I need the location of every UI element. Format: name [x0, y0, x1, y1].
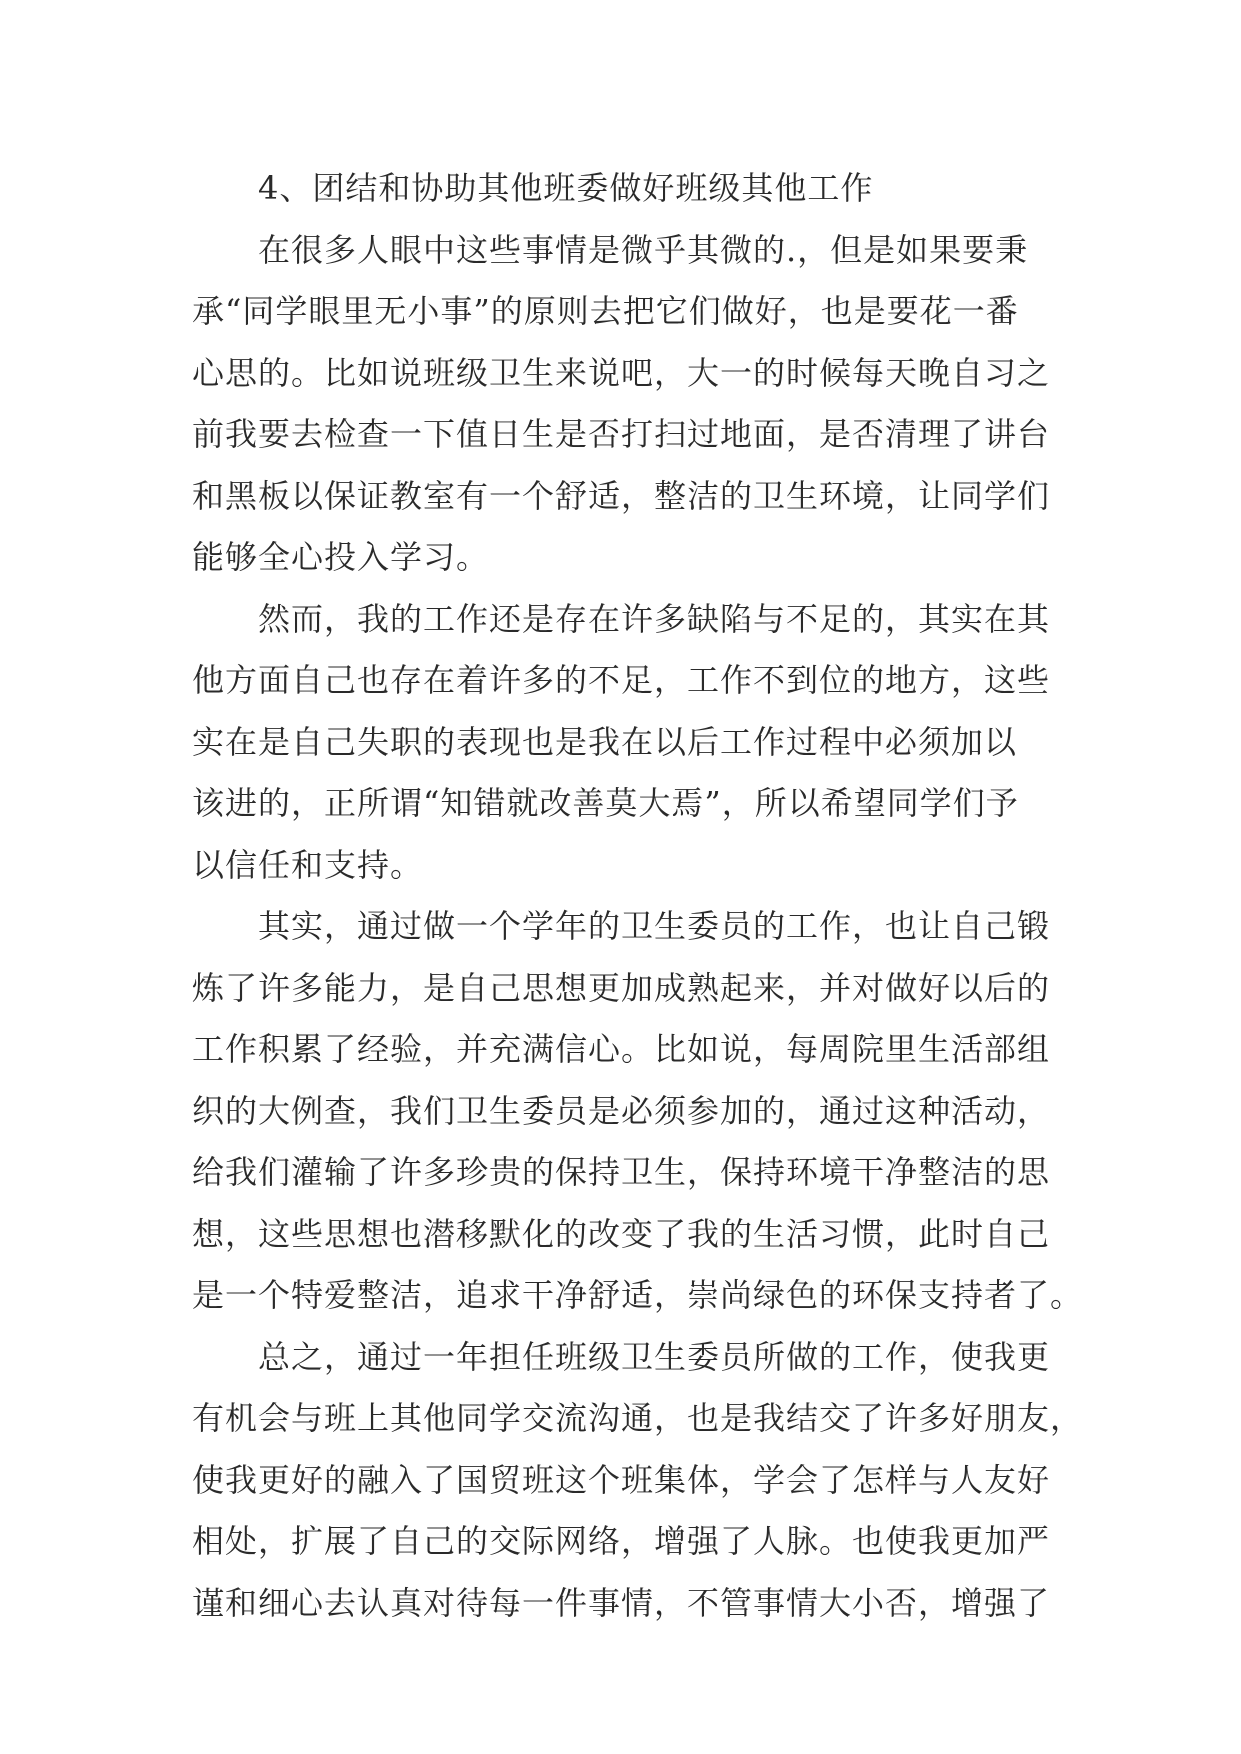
text-line: 总之，通过一年担任班级卫生委员所做的工作，使我更	[258, 1337, 1051, 1376]
text-line: 以信任和支持。	[192, 845, 424, 884]
text-line: 前我要去检查一下值日生是否打扫过地面，是否清理了讲台	[192, 415, 1051, 453]
text-line: 4、团结和协助其他班委做好班级其他工作	[258, 169, 874, 207]
text-line: 想，这些思想也潜移默化的改变了我的生活习惯，此时自己	[192, 1214, 1051, 1253]
text-line: 能够全心投入学习。	[192, 538, 490, 576]
text-line: 实在是自己失职的表现也是我在以后工作过程中必须加以	[192, 722, 1018, 761]
text-line: 谨和细心去认真对待每一件事情，不管事情大小否，增强了	[192, 1583, 1051, 1622]
text-line: 使我更好的融入了国贸班这个班集体，学会了怎样与人友好	[192, 1460, 1051, 1499]
text-line: 工作积累了经验，并充满信心。比如说，每周院里生活部组	[192, 1030, 1051, 1068]
text-line: 其实，通过做一个学年的卫生委员的工作，也让自己锻	[258, 907, 1051, 945]
text-line: 该进的，正所谓“知错就改善莫大焉”，所以希望同学们予	[192, 784, 1019, 822]
document-body	[192, 158, 1084, 1634]
text-line: 是一个特爱整洁，追求干净舒适，崇尚绿色的环保支持者了。	[192, 1276, 1084, 1314]
text-line: 相处，扩展了自己的交际网络，增强了人脉。也使我更加严	[192, 1522, 1051, 1560]
text-line: 和黑板以保证教室有一个舒适，整洁的卫生环境，让同学们	[192, 476, 1051, 515]
text-line: 他方面自己也存在着许多的不足，工作不到位的地方，这些	[192, 661, 1051, 699]
text-line: 然而，我的工作还是存在许多缺陷与不足的，其实在其	[258, 599, 1051, 638]
text-line: 有机会与班上其他同学交流沟通，也是我结交了许多好朋友，	[192, 1399, 1084, 1437]
text-line: 织的大例查，我们卫生委员是必须参加的，通过这种活动，	[192, 1091, 1051, 1130]
text-line: 给我们灌输了许多珍贵的保持卫生，保持环境干净整洁的思	[192, 1153, 1051, 1191]
text-line: 承“同学眼里无小事”的原则去把它们做好，也是要花一番	[192, 292, 1019, 330]
text-line: 炼了许多能力，是自己思想更加成熟起来，并对做好以后的	[192, 968, 1051, 1007]
text-line: 在很多人眼中这些事情是微乎其微的.，但是如果要秉	[258, 230, 1029, 269]
text-line: 心思的。比如说班级卫生来说吧，大一的时候每天晚自习之	[192, 353, 1051, 392]
